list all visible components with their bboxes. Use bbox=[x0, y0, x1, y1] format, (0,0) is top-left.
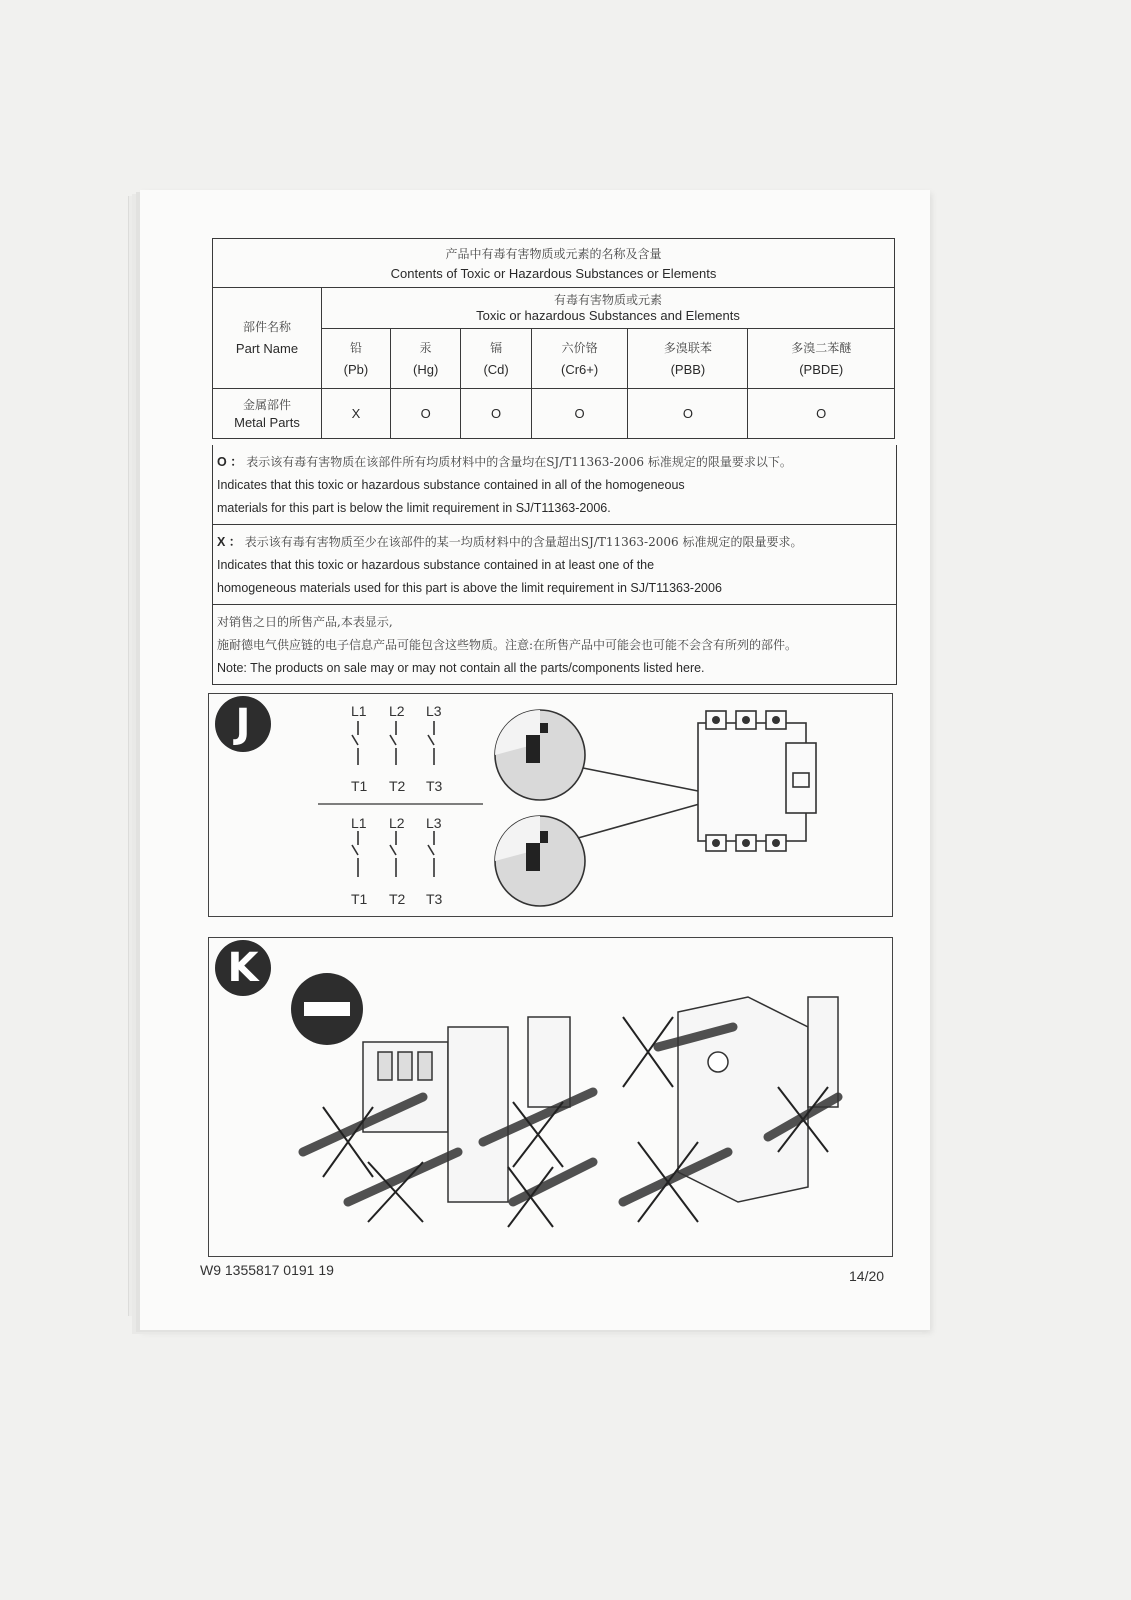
col-pb-zh: 铅 bbox=[349, 340, 362, 355]
label-t1-bottom: T1 bbox=[351, 891, 368, 907]
hazardous-substances-table bbox=[212, 238, 895, 439]
note-x-mark: X ： bbox=[217, 535, 242, 549]
note-sale-en: Note: The products on sale may or may not contain all the parts/components listed here. bbox=[217, 661, 705, 675]
label-t3-top: T3 bbox=[426, 778, 443, 794]
note-sale-zh-1: 对销售之日的所售产品,本表显示, bbox=[217, 615, 393, 629]
col-cr-en: (Cr6+) bbox=[560, 361, 599, 377]
table-title-row bbox=[213, 239, 895, 288]
note-o-mark: O ： bbox=[217, 455, 243, 469]
note-o-zh: 表示该有毒有害物质在该部件所有均质材料中的含量均在SJ/T11363-2006 标准规定的限量要求以下。 bbox=[246, 455, 792, 469]
section-j-badge: J bbox=[215, 696, 271, 752]
label-l1-bottom: L1 bbox=[351, 815, 367, 831]
note-x-en-2: homogeneous materials used for this part is above the limit requirement in SJ/T11363-2006 bbox=[217, 581, 722, 595]
col-pb-en: (Pb) bbox=[343, 361, 369, 377]
label-t2-bottom: T2 bbox=[389, 891, 406, 907]
col-pbb-zh: 多溴联苯 bbox=[663, 340, 712, 355]
col-pbde-zh: 多溴二苯醚 bbox=[791, 340, 852, 355]
table-group-row bbox=[213, 288, 895, 329]
section-k-badge: K bbox=[215, 940, 271, 996]
section-k-illustration bbox=[208, 937, 891, 1255]
note-sale bbox=[213, 604, 896, 684]
col-cd-zh: 镉 bbox=[490, 340, 503, 355]
value-pb: X bbox=[322, 389, 391, 439]
label-l2-top: L2 bbox=[389, 703, 405, 719]
value-cr: O bbox=[531, 389, 628, 439]
table-title-zh: 产品中有毒有害物质或元素的名称及含量 bbox=[445, 247, 662, 261]
label-l3-bottom: L3 bbox=[426, 815, 442, 831]
group-header-zh: 有毒有害物质或元素 bbox=[553, 293, 662, 307]
label-l3-top: L3 bbox=[426, 703, 442, 719]
note-o-en-1: Indicates that this toxic or hazardous substance contained in all of the homogeneous bbox=[217, 478, 685, 492]
row-name-en: Metal Parts bbox=[234, 414, 300, 430]
label-t2-top: T2 bbox=[389, 778, 406, 794]
label-t3-bottom: T3 bbox=[426, 891, 443, 907]
col-cd-en: (Cd) bbox=[483, 361, 509, 377]
value-pbb: O bbox=[628, 389, 748, 439]
group-header-en: Toxic or hazardous Substances and Elements bbox=[476, 308, 740, 323]
note-x bbox=[213, 524, 896, 604]
note-x-zh: 表示该有毒有害物质至少在该部件的某一均质材料中的含量超出SJ/T11363-2006 标准规定的限量要求。 bbox=[244, 535, 803, 549]
col-pbde-en: (PBDE) bbox=[799, 361, 844, 377]
note-o-en-2: materials for this part is below the limit requirement in SJ/T11363-2006. bbox=[217, 501, 611, 515]
col-cr-zh: 六价铬 bbox=[561, 340, 598, 355]
part-name-header-en: Part Name bbox=[235, 341, 299, 356]
part-name-header-zh: 部件名称 bbox=[242, 320, 291, 334]
value-pbde: O bbox=[748, 389, 895, 439]
label-l2-bottom: L2 bbox=[389, 815, 405, 831]
note-x-en-1: Indicates that this toxic or hazardous substance contained in at least one of the bbox=[217, 558, 655, 572]
document-number: W9 1355817 0191 19 bbox=[200, 1262, 334, 1278]
value-hg: O bbox=[390, 389, 460, 439]
col-hg-zh: 汞 bbox=[419, 340, 432, 355]
value-cd: O bbox=[461, 389, 531, 439]
page-number: 14/20 bbox=[849, 1268, 885, 1284]
note-o bbox=[213, 445, 896, 524]
table-row bbox=[213, 389, 895, 439]
section-j-illustration bbox=[208, 693, 891, 915]
row-name-zh: 金属部件 bbox=[242, 397, 291, 412]
label-t1-top: T1 bbox=[351, 778, 368, 794]
table-title-en: Contents of Toxic or Hazardous Substances or Elements bbox=[390, 266, 717, 281]
note-sale-zh-2: 施耐德电气供应链的电子信息产品可能包含这些物质。注意:在所售产品中可能会也可能不会含有所列的部件。 bbox=[217, 638, 798, 652]
label-l1-top: L1 bbox=[351, 703, 367, 719]
col-hg-en: (Hg) bbox=[413, 361, 439, 377]
col-pbb-en: (PBB) bbox=[670, 361, 706, 377]
legend-notes bbox=[212, 445, 897, 685]
